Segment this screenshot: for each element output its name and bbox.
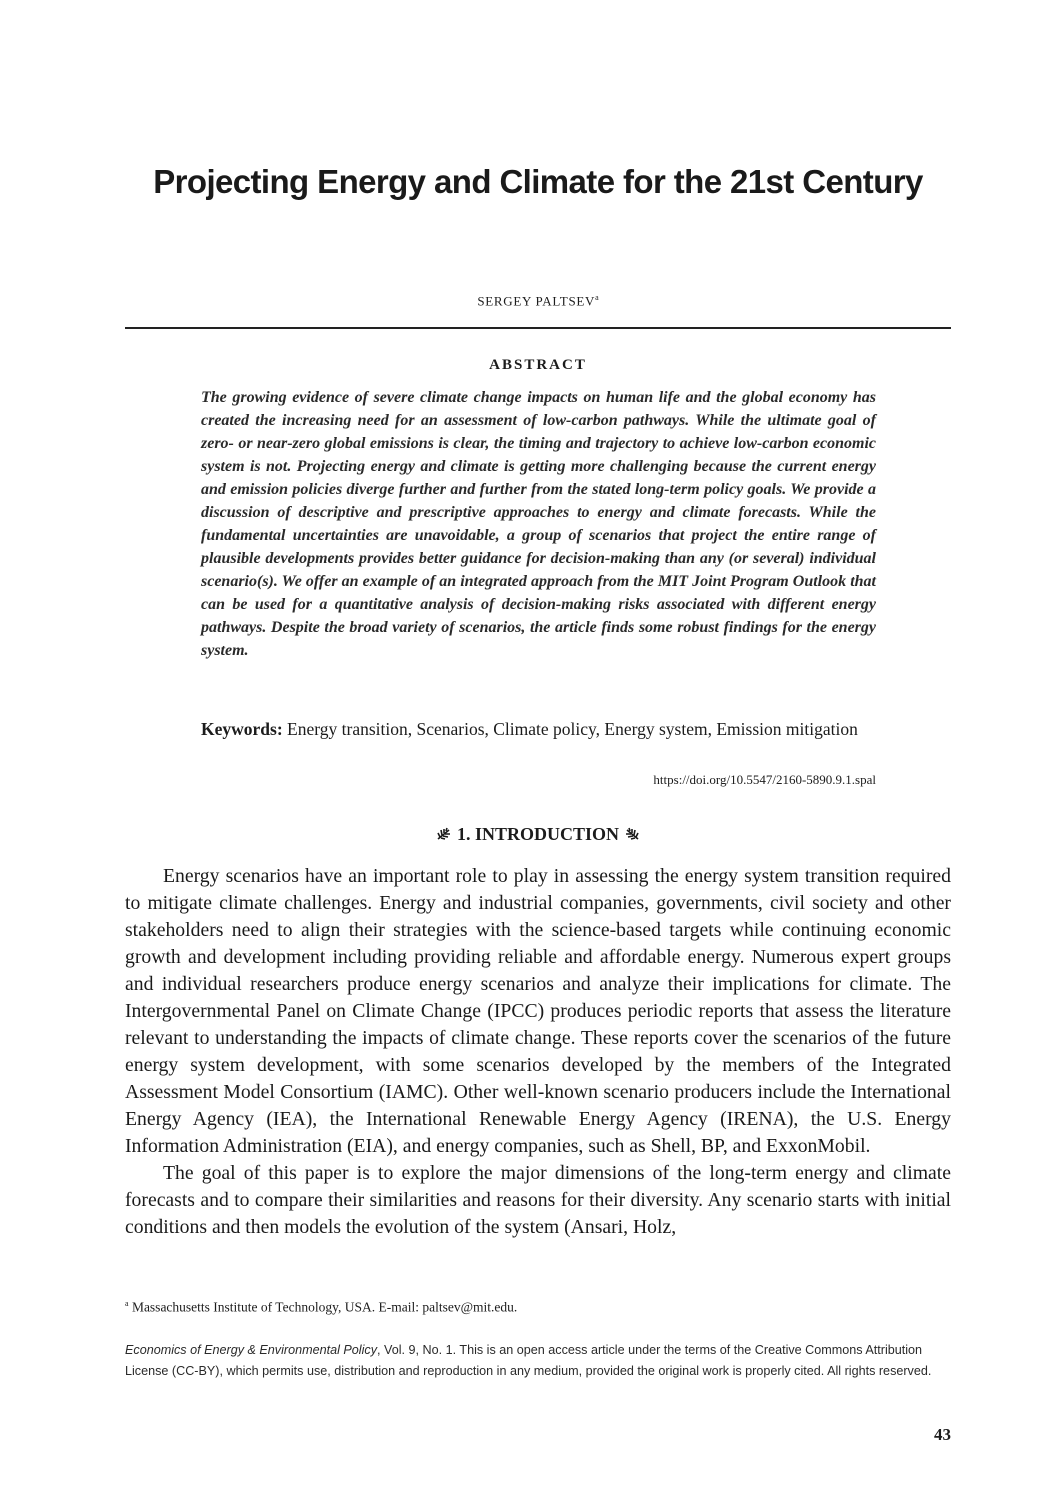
keywords-list: Energy transition, Scenarios, Climate policy, Energy system, Emission mitigation — [287, 719, 858, 739]
body-paragraph: The goal of this paper is to explore the major dimensions of the long-term energy and climate forecasts and to compare their similarities and reasons for their diversity. Any scenario starts with initial conditions and then models the evolution of the system (Ansari, Holz, — [125, 1162, 951, 1238]
body-text — [125, 863, 951, 1241]
page-number: 43 — [934, 1425, 951, 1444]
license-text: , Vol. 9, No. 1. This is an open access article under the terms of the Creative Commons Attribution License (CC-BY), which permits use, distribution and reproduction in any medium, provided the original work is properly cited. All rights reserved. — [125, 1343, 932, 1378]
paper-title: Projecting Energy and Climate for the 21st Century — [153, 163, 923, 200]
author-affiliation-mark: a — [595, 293, 599, 302]
leaf-ornament-right-icon — [624, 827, 640, 841]
footnote-mark: a — [125, 1299, 129, 1308]
keywords — [201, 717, 876, 741]
body-paragraph: Energy scenarios have an important role to play in assessing the energy system transition required to mitigate climate challenges. Energy and industrial companies, governments, civil society and other stakeholders need to align their strategies with the science-based targets while continuing economic growth and development including providing reliable and affordable energy. Numerous expert groups and individual researchers produce energy scenarios and analyze their implications for climate. The Intergovernmental Panel on Climate Change (IPCC) produces periodic reports that assess the literature relevant to understanding the impacts of climate change. These reports cover the scenarios of the future energy system development, with some scenarios developed by the members of the Integrated Assessment Model Consortium (IAMC). Other well-known scenario producers include the International Energy Agency (IEA), the International Renewable Energy Agency (IRENA), the U.S. Energy Information Administration (EIA), and energy companies, such as Shell, BP, and ExxonMobil. — [125, 865, 951, 1157]
abstract-heading: ABSTRACT — [489, 357, 587, 373]
leaf-ornament-left-icon — [436, 827, 452, 841]
section-heading — [125, 822, 951, 846]
author-line — [125, 293, 951, 309]
doi-link[interactable]: https://doi.org/10.5547/2160-5890.9.1.spal — [653, 772, 876, 787]
author-name: SERGEY PALTSEV — [477, 293, 596, 309]
keywords-label: Keywords: — [201, 719, 283, 739]
license-notice — [125, 1340, 951, 1382]
section-title: 1. INTRODUCTION — [456, 824, 620, 844]
footnote — [125, 1299, 951, 1316]
footnote-text: Massachusetts Institute of Technology, USA. E-mail: paltsev@mit.edu. — [131, 1299, 518, 1315]
abstract-text: The growing evidence of severe climate change impacts on human life and the global economy has created the increasing need for an assessment of low-carbon pathways. While the ultimate goal of zero- or near-zero global emissions is clear, the timing and trajectory to achieve low-carbon economic system is not. Projecting energy and climate is getting more challenging because the current energy and emission policies diverge further and further from the stated long-term policy goals. We provide a discussion of descriptive and prescriptive approaches to energy and climate forecasts. While the fundamental uncertainties are unavoidable, a group of scenarios that project the entire range of plausible developments provides better guidance for decision-making than any (or several) individual scenario(s). We offer an example of an integrated approach from the MIT Joint Program Outlook that can be used for a quantitative analysis of decision-making risks associated with different energy pathways. Despite the broad variety of scenarios, the article finds some robust findings for the energy system. — [201, 389, 876, 659]
title-divider — [125, 327, 951, 329]
journal-name: Economics of Energy & Environmental Policy — [125, 1343, 377, 1357]
